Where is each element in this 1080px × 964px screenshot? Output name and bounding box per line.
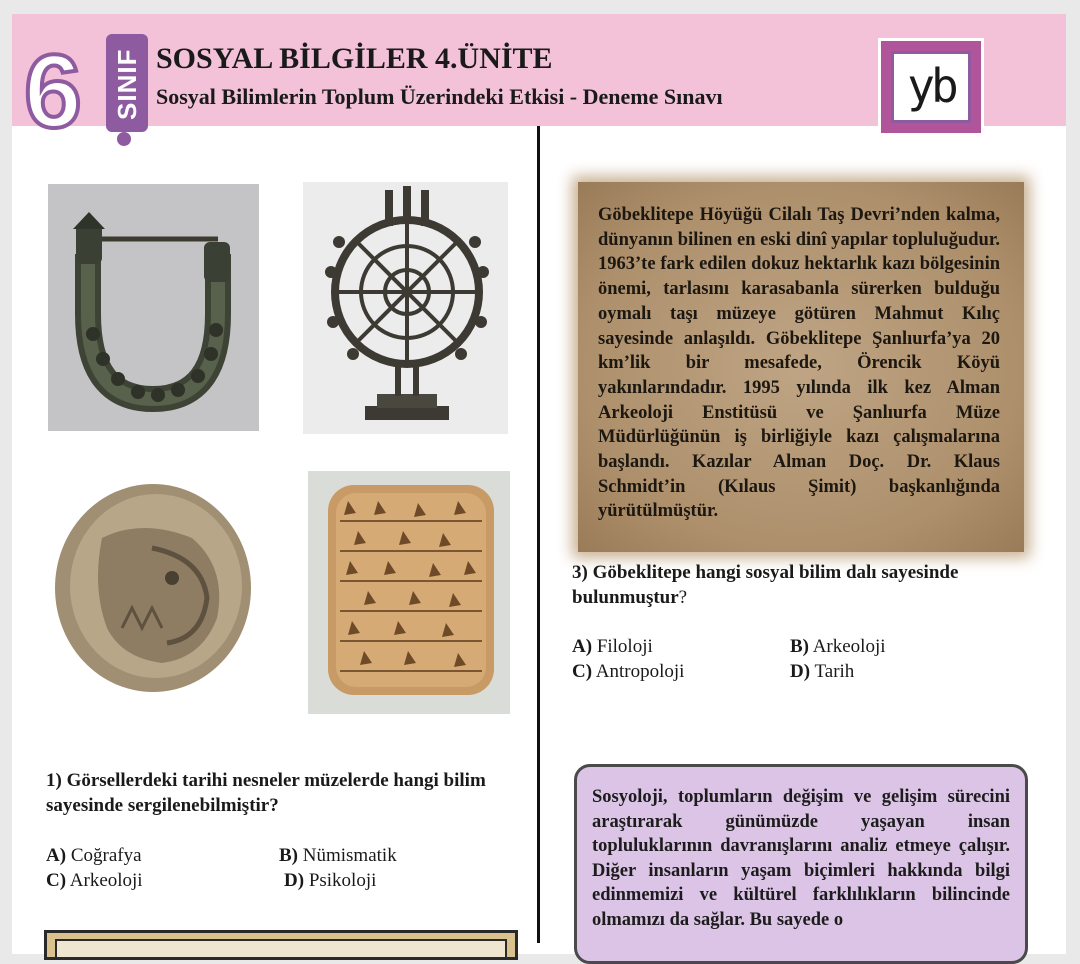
question-3-option-d[interactable] xyxy=(790,661,854,683)
question-3-option-b[interactable] xyxy=(790,636,886,658)
page-subtitle: Sosyal Bilimlerin Toplum Üzerindeki Etkisi - Deneme Sınavı xyxy=(156,84,723,109)
next-question-box-inner xyxy=(55,939,507,957)
option-text: Psikoloji xyxy=(308,870,377,891)
option-text: Filoloji xyxy=(596,636,653,657)
option-text: Antropoloji xyxy=(595,661,685,682)
question-3-option-a[interactable] xyxy=(572,636,653,658)
option-text: Arkeoloji xyxy=(812,636,886,657)
option-letter: A) xyxy=(572,636,593,657)
question-1-option-c[interactable] xyxy=(46,870,143,892)
question-1-text: 1) Görsellerdeki tarihi nesneler müzelerde hangi bilim sayesinde sergilenebilmiştir? xyxy=(46,770,486,816)
next-question-box xyxy=(44,930,518,960)
question-1-option-b[interactable] xyxy=(279,845,397,867)
option-text: Tarih xyxy=(814,661,855,682)
publisher-logo-text: yb xyxy=(907,59,955,113)
lion-coin-image xyxy=(52,478,254,698)
option-letter: A) xyxy=(46,845,67,866)
question-3-mark: ? xyxy=(678,587,688,608)
option-text: Arkeoloji xyxy=(69,870,143,891)
column-divider xyxy=(537,126,540,943)
option-letter: D) xyxy=(284,870,305,891)
option-letter: C) xyxy=(572,661,593,682)
question-1-option-a[interactable] xyxy=(46,845,142,867)
option-letter: B) xyxy=(790,636,809,657)
publisher-logo-frame xyxy=(891,51,971,123)
sosyoloji-passage: Sosyoloji, toplumların değişim ve gelişim sürecini araştırarak günümüzde yaşayan insan topluluklarının davranışlarını analiz etmeye çalışır. Diğer insanların yaşam biçimleri hakkında bilgi edinmemizi ve kültürel farklılıkların bilincinde olmamızı da sağlar. Bu sayede o xyxy=(592,787,1010,930)
question-3-option-c[interactable] xyxy=(572,661,684,683)
question-1-option-d[interactable] xyxy=(284,870,376,892)
grade-label: SINIF xyxy=(112,48,142,120)
publisher-logo xyxy=(878,38,984,136)
option-letter: B) xyxy=(279,845,298,866)
option-text: Nümismatik xyxy=(302,845,397,866)
option-letter: C) xyxy=(46,870,67,891)
bronze-horseshoe-image xyxy=(48,184,259,431)
question-3-text xyxy=(572,560,1022,610)
option-letter: D) xyxy=(790,661,811,682)
grade-dot xyxy=(117,132,131,146)
grade-number: 6 xyxy=(24,34,82,150)
page-title: SOSYAL BİLGİLER 4.ÜNİTE xyxy=(156,42,553,75)
option-text: Coğrafya xyxy=(70,845,142,866)
question-3-main: 3) Göbeklitepe hangi sosyal bilim dalı sayesinde bulunmuştur xyxy=(572,562,959,608)
sun-disc-standard-image xyxy=(303,182,508,434)
gobeklitepe-passage: Göbeklitepe Höyüğü Cilalı Taş Devri’nden kalma, dünyanın bilinen en eski dinî yapılar topluluğudur. 1963’te fark edilen dokuz hektarlık kazı bölgesinin önemi, tarlasını karasabanla sürerken bulduğu oymalı taşı müzeye götüren Mahmut Kılıç sayesinde anlaşıldı. Göbeklitepe Şanlıurfa’ya 20 km’lik bir mesafede, Örencik Köyü yakınlarındadır. 1995 yılında ilk kez Alman Arkeoloji Enstitüsü ve Şanlıurfa Müze Müdürlüğünün iş birliğiyle kazı çalışmalarına başlandı. Kazılar Alman Doç. Dr. Klaus Schmidt’in (Kılaus Şimit) başkanlığında yürütülmüştür. xyxy=(598,205,1000,522)
cuneiform-tablet-image xyxy=(308,471,510,714)
